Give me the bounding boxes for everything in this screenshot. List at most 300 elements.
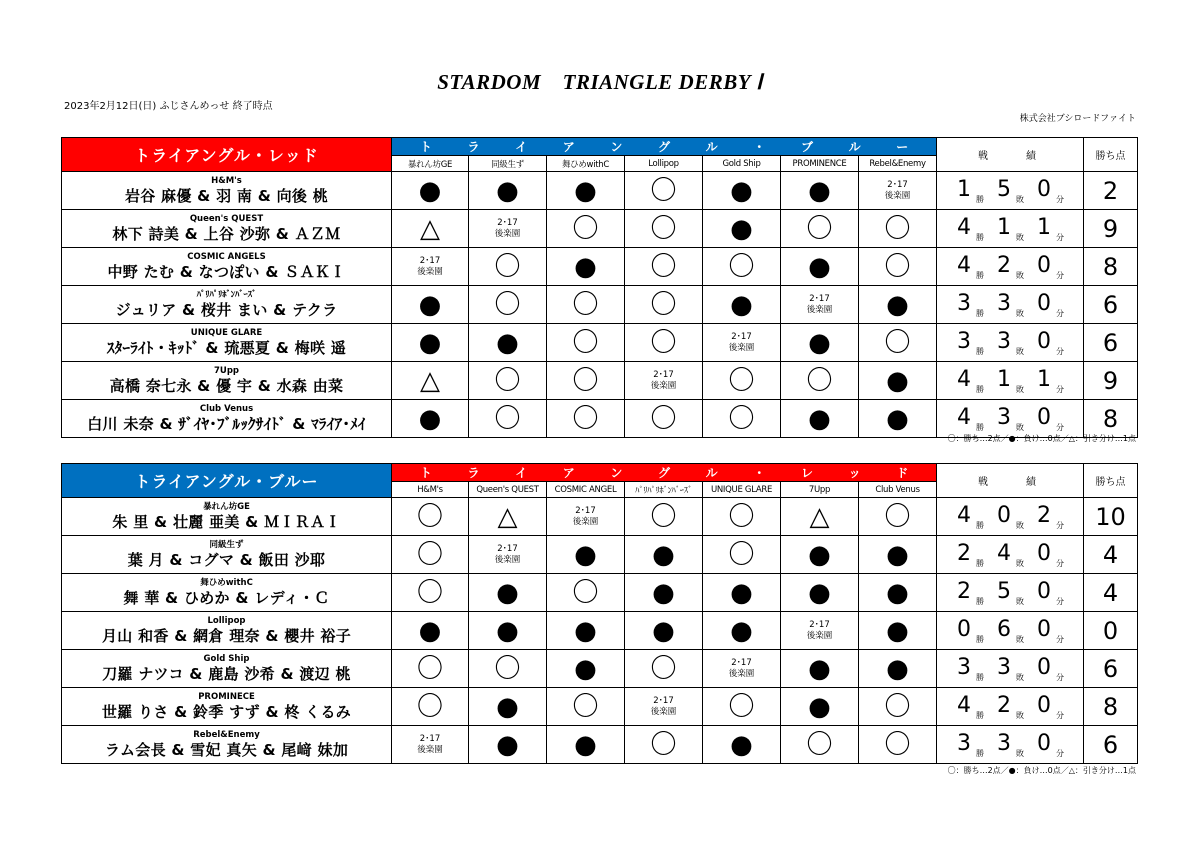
team-points: 9 — [1084, 362, 1138, 400]
blue-opponent-group-banner — [392, 464, 937, 482]
record-wins-unit: 勝 — [976, 634, 985, 644]
team-row — [62, 574, 1138, 612]
record-draws-unit: 分 — [1056, 308, 1065, 318]
team-members: 岩谷 麻優 & 羽 南 & 向後 桃 — [124, 186, 329, 205]
record-draws-unit: 分 — [1056, 422, 1065, 432]
team-members: ジュリア & 桜井 まい & テクラ — [115, 300, 338, 319]
win-loss-record — [937, 210, 1084, 248]
unit-name: PROMINECE — [198, 692, 255, 703]
match-result: 〇 — [392, 650, 469, 688]
team-cell — [62, 536, 392, 574]
schedule-date: 2･17 — [653, 369, 674, 380]
win-loss-record — [937, 248, 1084, 286]
record-draws-unit: 分 — [1056, 384, 1065, 394]
red-record-header: 戦 績 — [937, 138, 1084, 172]
win-loss-record — [937, 688, 1084, 726]
opponent-column-header: ﾊﾟﾘﾊﾟﾘﾎﾞﾝﾊﾞｰｽﾞ — [625, 482, 703, 498]
record-draws: 0 — [1037, 252, 1052, 278]
match-result: 〇 — [625, 286, 703, 324]
team-members: 朱 里 & 壮麗 亜美 & ＭＩＲＡＩ — [112, 512, 341, 531]
schedule-venue: 後楽園 — [806, 630, 833, 641]
record-draws-unit: 分 — [1056, 596, 1065, 606]
record-draws: 0 — [1037, 540, 1052, 566]
match-result: ● — [469, 172, 547, 210]
team-row — [62, 726, 1138, 764]
match-result: 〇 — [547, 688, 625, 726]
unit-name: Queen's QUEST — [189, 214, 264, 225]
match-result: ● — [781, 172, 859, 210]
opponent-column-header: PROMINENCE — [781, 156, 859, 172]
opponent-column-header: 7Upp — [781, 482, 859, 498]
match-result: 〇 — [781, 726, 859, 764]
team-row — [62, 172, 1138, 210]
scheduled-match-cell — [781, 286, 859, 324]
record-losses-unit: 敗 — [1016, 520, 1025, 530]
record-wins: 4 — [957, 214, 972, 240]
scheduled-match-cell — [469, 210, 547, 248]
record-draws: 0 — [1037, 404, 1052, 430]
match-result: 〇 — [469, 400, 547, 438]
unit-name: Club Venus — [199, 404, 254, 415]
match-result: ● — [703, 172, 781, 210]
match-result: 〇 — [547, 324, 625, 362]
match-result: ● — [781, 536, 859, 574]
company-name: 株式会社ブシロードファイト — [1019, 114, 1136, 124]
team-cell — [62, 688, 392, 726]
win-loss-record — [937, 612, 1084, 650]
match-result: 〇 — [625, 400, 703, 438]
team-cell — [62, 324, 392, 362]
schedule-venue: 後楽園 — [650, 706, 677, 717]
schedule-venue: 後楽園 — [494, 228, 521, 239]
unit-name: H&M's — [211, 176, 242, 187]
record-losses: 6 — [997, 616, 1012, 642]
team-members: 刀羅 ナツコ & 鹿島 沙希 & 渡辺 桃 — [102, 664, 351, 683]
match-result: ● — [859, 612, 937, 650]
match-result: ● — [469, 612, 547, 650]
opponent-column-header: Queen's QUEST — [469, 482, 547, 498]
match-result: 〇 — [625, 248, 703, 286]
record-losses: 3 — [997, 328, 1012, 354]
blue-standings-table — [61, 463, 1138, 764]
unit-name: 同級生ず — [209, 540, 244, 551]
record-wins: 0 — [957, 616, 972, 642]
record-losses: 0 — [997, 502, 1012, 528]
match-result: ● — [781, 688, 859, 726]
team-row — [62, 612, 1138, 650]
team-members: 高橋 奈七永 & 優 宇 & 水森 由菜 — [109, 376, 344, 395]
record-losses: 3 — [997, 404, 1012, 430]
schedule-venue: 後楽園 — [728, 668, 755, 679]
team-cell — [62, 726, 392, 764]
match-result: ● — [859, 286, 937, 324]
blue-legend: 〇：勝ち…2点／●：負け…0点／△：引き分け…1点 — [947, 766, 1136, 775]
schedule-venue: 後楽園 — [494, 554, 521, 565]
scheduled-match-cell — [625, 688, 703, 726]
record-losses-unit: 敗 — [1016, 710, 1025, 720]
record-wins: 4 — [957, 366, 972, 392]
record-draws-unit: 分 — [1056, 270, 1065, 280]
match-result: ● — [859, 400, 937, 438]
match-result: ● — [781, 324, 859, 362]
record-losses-unit: 敗 — [1016, 748, 1025, 758]
match-result: ● — [781, 574, 859, 612]
match-result: △ — [469, 498, 547, 536]
record-wins: 4 — [957, 692, 972, 718]
team-points: 6 — [1084, 324, 1138, 362]
banner-char: ブ — [800, 140, 813, 154]
banner-char: ・ — [753, 466, 766, 480]
schedule-date: 2･17 — [887, 179, 908, 190]
match-result: ● — [392, 612, 469, 650]
schedule-date: 2･17 — [497, 543, 518, 554]
match-result: ● — [859, 536, 937, 574]
team-points: 10 — [1084, 498, 1138, 536]
schedule-venue: 後楽園 — [806, 304, 833, 315]
win-loss-record — [937, 362, 1084, 400]
match-result: 〇 — [625, 172, 703, 210]
scheduled-match-cell — [625, 362, 703, 400]
record-wins: 1 — [957, 176, 972, 202]
record-wins: 4 — [957, 502, 972, 528]
record-losses: 4 — [997, 540, 1012, 566]
match-result: ● — [392, 324, 469, 362]
record-draws-unit: 分 — [1056, 748, 1065, 758]
match-result: 〇 — [781, 362, 859, 400]
match-result: △ — [781, 498, 859, 536]
record-wins-unit: 勝 — [976, 558, 985, 568]
scheduled-match-cell — [392, 248, 469, 286]
event-info: 2023年2月12日(日) ふじさんめっせ 終了時点 — [64, 101, 273, 112]
team-row — [62, 248, 1138, 286]
team-row — [62, 650, 1138, 688]
team-row — [62, 400, 1138, 438]
record-wins: 3 — [957, 654, 972, 680]
match-result: ● — [703, 574, 781, 612]
record-losses: 2 — [997, 692, 1012, 718]
match-result: 〇 — [469, 286, 547, 324]
team-cell — [62, 362, 392, 400]
team-row — [62, 286, 1138, 324]
banner-char: イ — [515, 140, 528, 154]
schedule-venue: 後楽園 — [650, 380, 677, 391]
unit-name: COSMIC ANGELS — [187, 252, 266, 263]
team-row — [62, 688, 1138, 726]
record-wins: 4 — [957, 252, 972, 278]
match-result: ● — [547, 536, 625, 574]
team-points: 6 — [1084, 286, 1138, 324]
match-result: 〇 — [859, 726, 937, 764]
record-wins-unit: 勝 — [976, 748, 985, 758]
record-wins-unit: 勝 — [976, 422, 985, 432]
record-losses-unit: 敗 — [1016, 232, 1025, 242]
banner-char: ア — [562, 140, 575, 154]
record-wins-unit: 勝 — [976, 194, 985, 204]
team-cell — [62, 210, 392, 248]
match-result: 〇 — [469, 248, 547, 286]
match-result: ● — [703, 612, 781, 650]
record-draws: 0 — [1037, 578, 1052, 604]
team-points: 8 — [1084, 688, 1138, 726]
scheduled-match-cell — [703, 324, 781, 362]
team-members: 舞 華 & ひめか & レディ・Ｃ — [123, 588, 330, 607]
record-losses-unit: 敗 — [1016, 194, 1025, 204]
match-result: ● — [547, 248, 625, 286]
team-row — [62, 498, 1138, 536]
match-result: ● — [781, 400, 859, 438]
match-result: ● — [469, 324, 547, 362]
schedule-venue: 後楽園 — [572, 516, 599, 527]
banner-char: ル — [848, 140, 861, 154]
schedule-date: 2･17 — [419, 255, 441, 266]
match-result: ● — [547, 612, 625, 650]
record-losses: 2 — [997, 252, 1012, 278]
record-draws: 0 — [1037, 730, 1052, 756]
team-cell — [62, 498, 392, 536]
match-result: ● — [547, 726, 625, 764]
win-loss-record — [937, 324, 1084, 362]
opponent-column-header: UNIQUE GLARE — [703, 482, 781, 498]
banner-char: ー — [896, 140, 909, 154]
team-points: 6 — [1084, 726, 1138, 764]
match-result: ● — [392, 172, 469, 210]
match-result: 〇 — [859, 324, 937, 362]
match-result: 〇 — [859, 498, 937, 536]
record-wins: 4 — [957, 404, 972, 430]
match-result: 〇 — [392, 536, 469, 574]
opponent-column-header: 舞ひめwithC — [547, 156, 625, 172]
team-points: 8 — [1084, 248, 1138, 286]
record-losses: 5 — [997, 176, 1012, 202]
win-loss-record — [937, 726, 1084, 764]
opponent-column-header: H&M's — [392, 482, 469, 498]
record-losses-unit: 敗 — [1016, 672, 1025, 682]
team-members: 白川 未奈 & ｻﾞｲﾔ･ﾌﾞﾙｯｸｻｲﾄﾞ & ﾏﾗｲｱ･ﾒｲ — [87, 414, 366, 433]
match-result: ● — [469, 574, 547, 612]
match-result: 〇 — [547, 362, 625, 400]
record-losses-unit: 敗 — [1016, 346, 1025, 356]
record-wins: 2 — [957, 540, 972, 566]
match-result: 〇 — [469, 362, 547, 400]
match-result: ● — [781, 248, 859, 286]
match-result: 〇 — [703, 362, 781, 400]
team-members: 林下 詩美 & 上谷 沙弥 & ＡＺＭ — [112, 224, 341, 243]
match-result: 〇 — [703, 400, 781, 438]
record-losses-unit: 敗 — [1016, 308, 1025, 318]
team-cell — [62, 248, 392, 286]
team-row — [62, 210, 1138, 248]
win-loss-record — [937, 400, 1084, 438]
win-loss-record — [937, 650, 1084, 688]
record-draws: 1 — [1037, 366, 1052, 392]
record-draws: 2 — [1037, 502, 1052, 528]
unit-name: 舞ひめwithC — [200, 578, 253, 589]
team-cell — [62, 650, 392, 688]
blue-record-header: 戦 績 — [937, 464, 1084, 498]
record-draws-unit: 分 — [1056, 634, 1065, 644]
win-loss-record — [937, 286, 1084, 324]
record-losses-unit: 敗 — [1016, 634, 1025, 644]
record-draws: 1 — [1037, 214, 1052, 240]
team-points: 9 — [1084, 210, 1138, 248]
record-losses: 5 — [997, 578, 1012, 604]
record-losses: 3 — [997, 730, 1012, 756]
win-loss-record — [937, 536, 1084, 574]
win-loss-record — [937, 172, 1084, 210]
unit-name: Lollipop — [207, 616, 246, 627]
team-row — [62, 362, 1138, 400]
record-draws: 0 — [1037, 616, 1052, 642]
unit-name: Gold Ship — [203, 654, 250, 665]
opponent-column-header: Lollipop — [625, 156, 703, 172]
record-draws-unit: 分 — [1056, 346, 1065, 356]
record-losses-unit: 敗 — [1016, 270, 1025, 280]
banner-char: ラ — [467, 140, 480, 154]
win-loss-record — [937, 574, 1084, 612]
unit-name: UNIQUE GLARE — [190, 328, 263, 339]
scheduled-match-cell — [392, 726, 469, 764]
unit-name: ﾊﾟﾘﾊﾟﾘﾎﾞﾝﾊﾞｰｽﾞ — [196, 290, 257, 301]
match-result: 〇 — [392, 574, 469, 612]
match-result: ● — [469, 688, 547, 726]
match-result: 〇 — [703, 688, 781, 726]
banner-char: グ — [658, 466, 671, 480]
match-result: ● — [392, 286, 469, 324]
record-losses: 1 — [997, 214, 1012, 240]
match-result: 〇 — [859, 248, 937, 286]
record-losses-unit: 敗 — [1016, 558, 1025, 568]
match-result: 〇 — [859, 688, 937, 726]
record-draws-unit: 分 — [1056, 194, 1065, 204]
red-legend: 〇：勝ち…2点／●：負け…0点／△：引き分け…1点 — [947, 434, 1136, 443]
record-losses: 3 — [997, 654, 1012, 680]
match-result: ● — [859, 574, 937, 612]
banner-char: レ — [800, 466, 813, 480]
match-result: 〇 — [547, 574, 625, 612]
match-result: 〇 — [703, 498, 781, 536]
match-result: △ — [392, 362, 469, 400]
team-cell — [62, 612, 392, 650]
match-result: 〇 — [392, 498, 469, 536]
schedule-venue: 後楽園 — [417, 266, 443, 277]
record-draws: 0 — [1037, 692, 1052, 718]
record-wins: 3 — [957, 290, 972, 316]
record-wins-unit: 勝 — [976, 384, 985, 394]
match-result: ● — [703, 726, 781, 764]
record-losses: 1 — [997, 366, 1012, 392]
record-losses: 3 — [997, 290, 1012, 316]
win-loss-record — [937, 498, 1084, 536]
scheduled-match-cell — [859, 172, 937, 210]
opponent-column-header: Rebel&Enemy — [859, 156, 937, 172]
opponent-column-header: Club Venus — [859, 482, 937, 498]
match-result: ● — [625, 574, 703, 612]
blue-table-title: トライアングル・ブルー — [62, 464, 392, 498]
team-points: 4 — [1084, 536, 1138, 574]
unit-name: Rebel&Enemy — [193, 730, 260, 741]
team-row — [62, 324, 1138, 362]
schedule-date: 2･17 — [497, 217, 518, 228]
match-result: ● — [547, 650, 625, 688]
match-result: 〇 — [625, 498, 703, 536]
match-result: 〇 — [703, 248, 781, 286]
match-result: ● — [469, 726, 547, 764]
record-losses-unit: 敗 — [1016, 596, 1025, 606]
banner-char: ル — [705, 466, 718, 480]
record-wins-unit: 勝 — [976, 232, 985, 242]
document-title: STARDOM TRIANGLE DERBY Ⅰ — [437, 70, 763, 94]
match-result: ● — [859, 650, 937, 688]
banner-char: ド — [896, 466, 909, 480]
record-wins: 2 — [957, 578, 972, 604]
match-result: 〇 — [625, 650, 703, 688]
team-points: 4 — [1084, 574, 1138, 612]
record-losses-unit: 敗 — [1016, 384, 1025, 394]
record-wins-unit: 勝 — [976, 672, 985, 682]
schedule-venue: 後楽園 — [884, 190, 911, 201]
team-points: 6 — [1084, 650, 1138, 688]
team-cell — [62, 172, 392, 210]
opponent-column-header: 暴れん坊GE — [392, 156, 469, 172]
banner-char: ア — [562, 466, 575, 480]
team-points: 0 — [1084, 612, 1138, 650]
record-draws-unit: 分 — [1056, 232, 1065, 242]
banner-char: ル — [705, 140, 718, 154]
match-result: ● — [781, 650, 859, 688]
record-draws-unit: 分 — [1056, 520, 1065, 530]
match-result: 〇 — [547, 210, 625, 248]
team-members: ｽﾀｰﾗｲﾄ・ｷｯﾄﾞ & 琉悪夏 & 梅咲 遥 — [106, 338, 347, 357]
record-wins-unit: 勝 — [976, 270, 985, 280]
team-cell — [62, 400, 392, 438]
match-result: 〇 — [781, 210, 859, 248]
banner-char: ン — [610, 466, 623, 480]
record-wins: 3 — [957, 328, 972, 354]
match-result: 〇 — [703, 536, 781, 574]
record-draws-unit: 分 — [1056, 710, 1065, 720]
record-draws-unit: 分 — [1056, 672, 1065, 682]
record-wins-unit: 勝 — [976, 308, 985, 318]
match-result: ● — [703, 210, 781, 248]
record-wins-unit: 勝 — [976, 710, 985, 720]
match-result: ● — [392, 400, 469, 438]
red-standings-table — [61, 137, 1138, 438]
banner-char: ・ — [753, 140, 766, 154]
record-draws: 0 — [1037, 328, 1052, 354]
red-table-title: トライアングル・レッド — [62, 138, 392, 172]
scheduled-match-cell — [547, 498, 625, 536]
banner-char: ン — [610, 140, 623, 154]
match-result: ● — [859, 362, 937, 400]
record-draws: 0 — [1037, 290, 1052, 316]
schedule-date: 2･17 — [731, 331, 752, 342]
record-wins: 3 — [957, 730, 972, 756]
team-members: 葉 月 & コグマ & 飯田 沙耶 — [127, 550, 326, 569]
unit-name: 暴れん坊GE — [203, 502, 250, 513]
team-row — [62, 536, 1138, 574]
match-result: ● — [547, 172, 625, 210]
team-points: 2 — [1084, 172, 1138, 210]
schedule-venue: 後楽園 — [728, 342, 755, 353]
match-result: 〇 — [469, 650, 547, 688]
match-result: ● — [703, 286, 781, 324]
opponent-column-header: Gold Ship — [703, 156, 781, 172]
banner-char: グ — [658, 140, 671, 154]
schedule-venue: 後楽園 — [417, 744, 443, 755]
scheduled-match-cell — [703, 650, 781, 688]
unit-name: 7Upp — [214, 366, 239, 377]
match-result: ● — [625, 536, 703, 574]
